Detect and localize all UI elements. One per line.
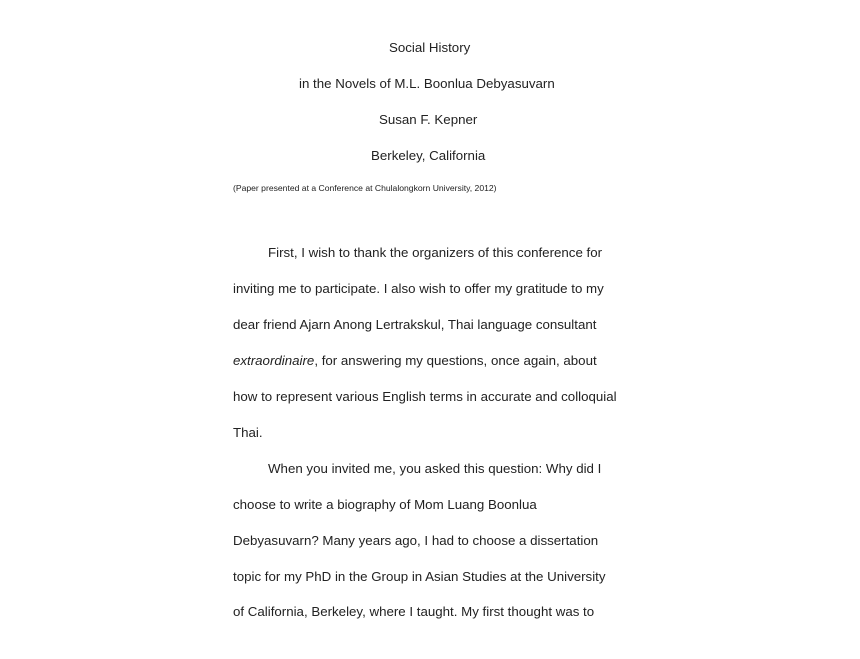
author-location: Berkeley, California: [371, 148, 486, 163]
body-line: dear friend Ajarn Anong Lertrakskul, Thai language consultant: [233, 317, 597, 332]
author-name: Susan F. Kepner: [379, 112, 478, 127]
body-line-text: , for answering my questions, once again, about: [314, 353, 597, 368]
body-line: Thai.: [233, 425, 263, 440]
paper-title: Social History: [389, 40, 471, 55]
body-line: of California, Berkeley, where I taught. My first thought was to: [233, 604, 595, 619]
body-line: choose to write a biography of Mom Luang Boonlua: [233, 497, 537, 512]
paper-subtitle: in the Novels of M.L. Boonlua Debyasuvarn: [299, 76, 555, 91]
body-line: First, I wish to thank the organizers of this conference for: [268, 245, 603, 260]
italic-term: extraordinaire: [233, 353, 315, 368]
presentation-note: (Paper presented at a Conference at Chulalongkorn University, 2012): [233, 183, 497, 193]
body-line: When you invited me, you asked this question: Why did I: [268, 461, 602, 476]
body-line: [233, 353, 597, 369]
body-line: inviting me to participate. I also wish to offer my gratitude to my: [233, 281, 604, 296]
body-line: topic for my PhD in the Group in Asian Studies at the University: [233, 569, 606, 584]
body-line: Debyasuvarn? Many years ago, I had to choose a dissertation: [233, 533, 599, 548]
body-line: how to represent various English terms in accurate and colloquial: [233, 389, 617, 404]
